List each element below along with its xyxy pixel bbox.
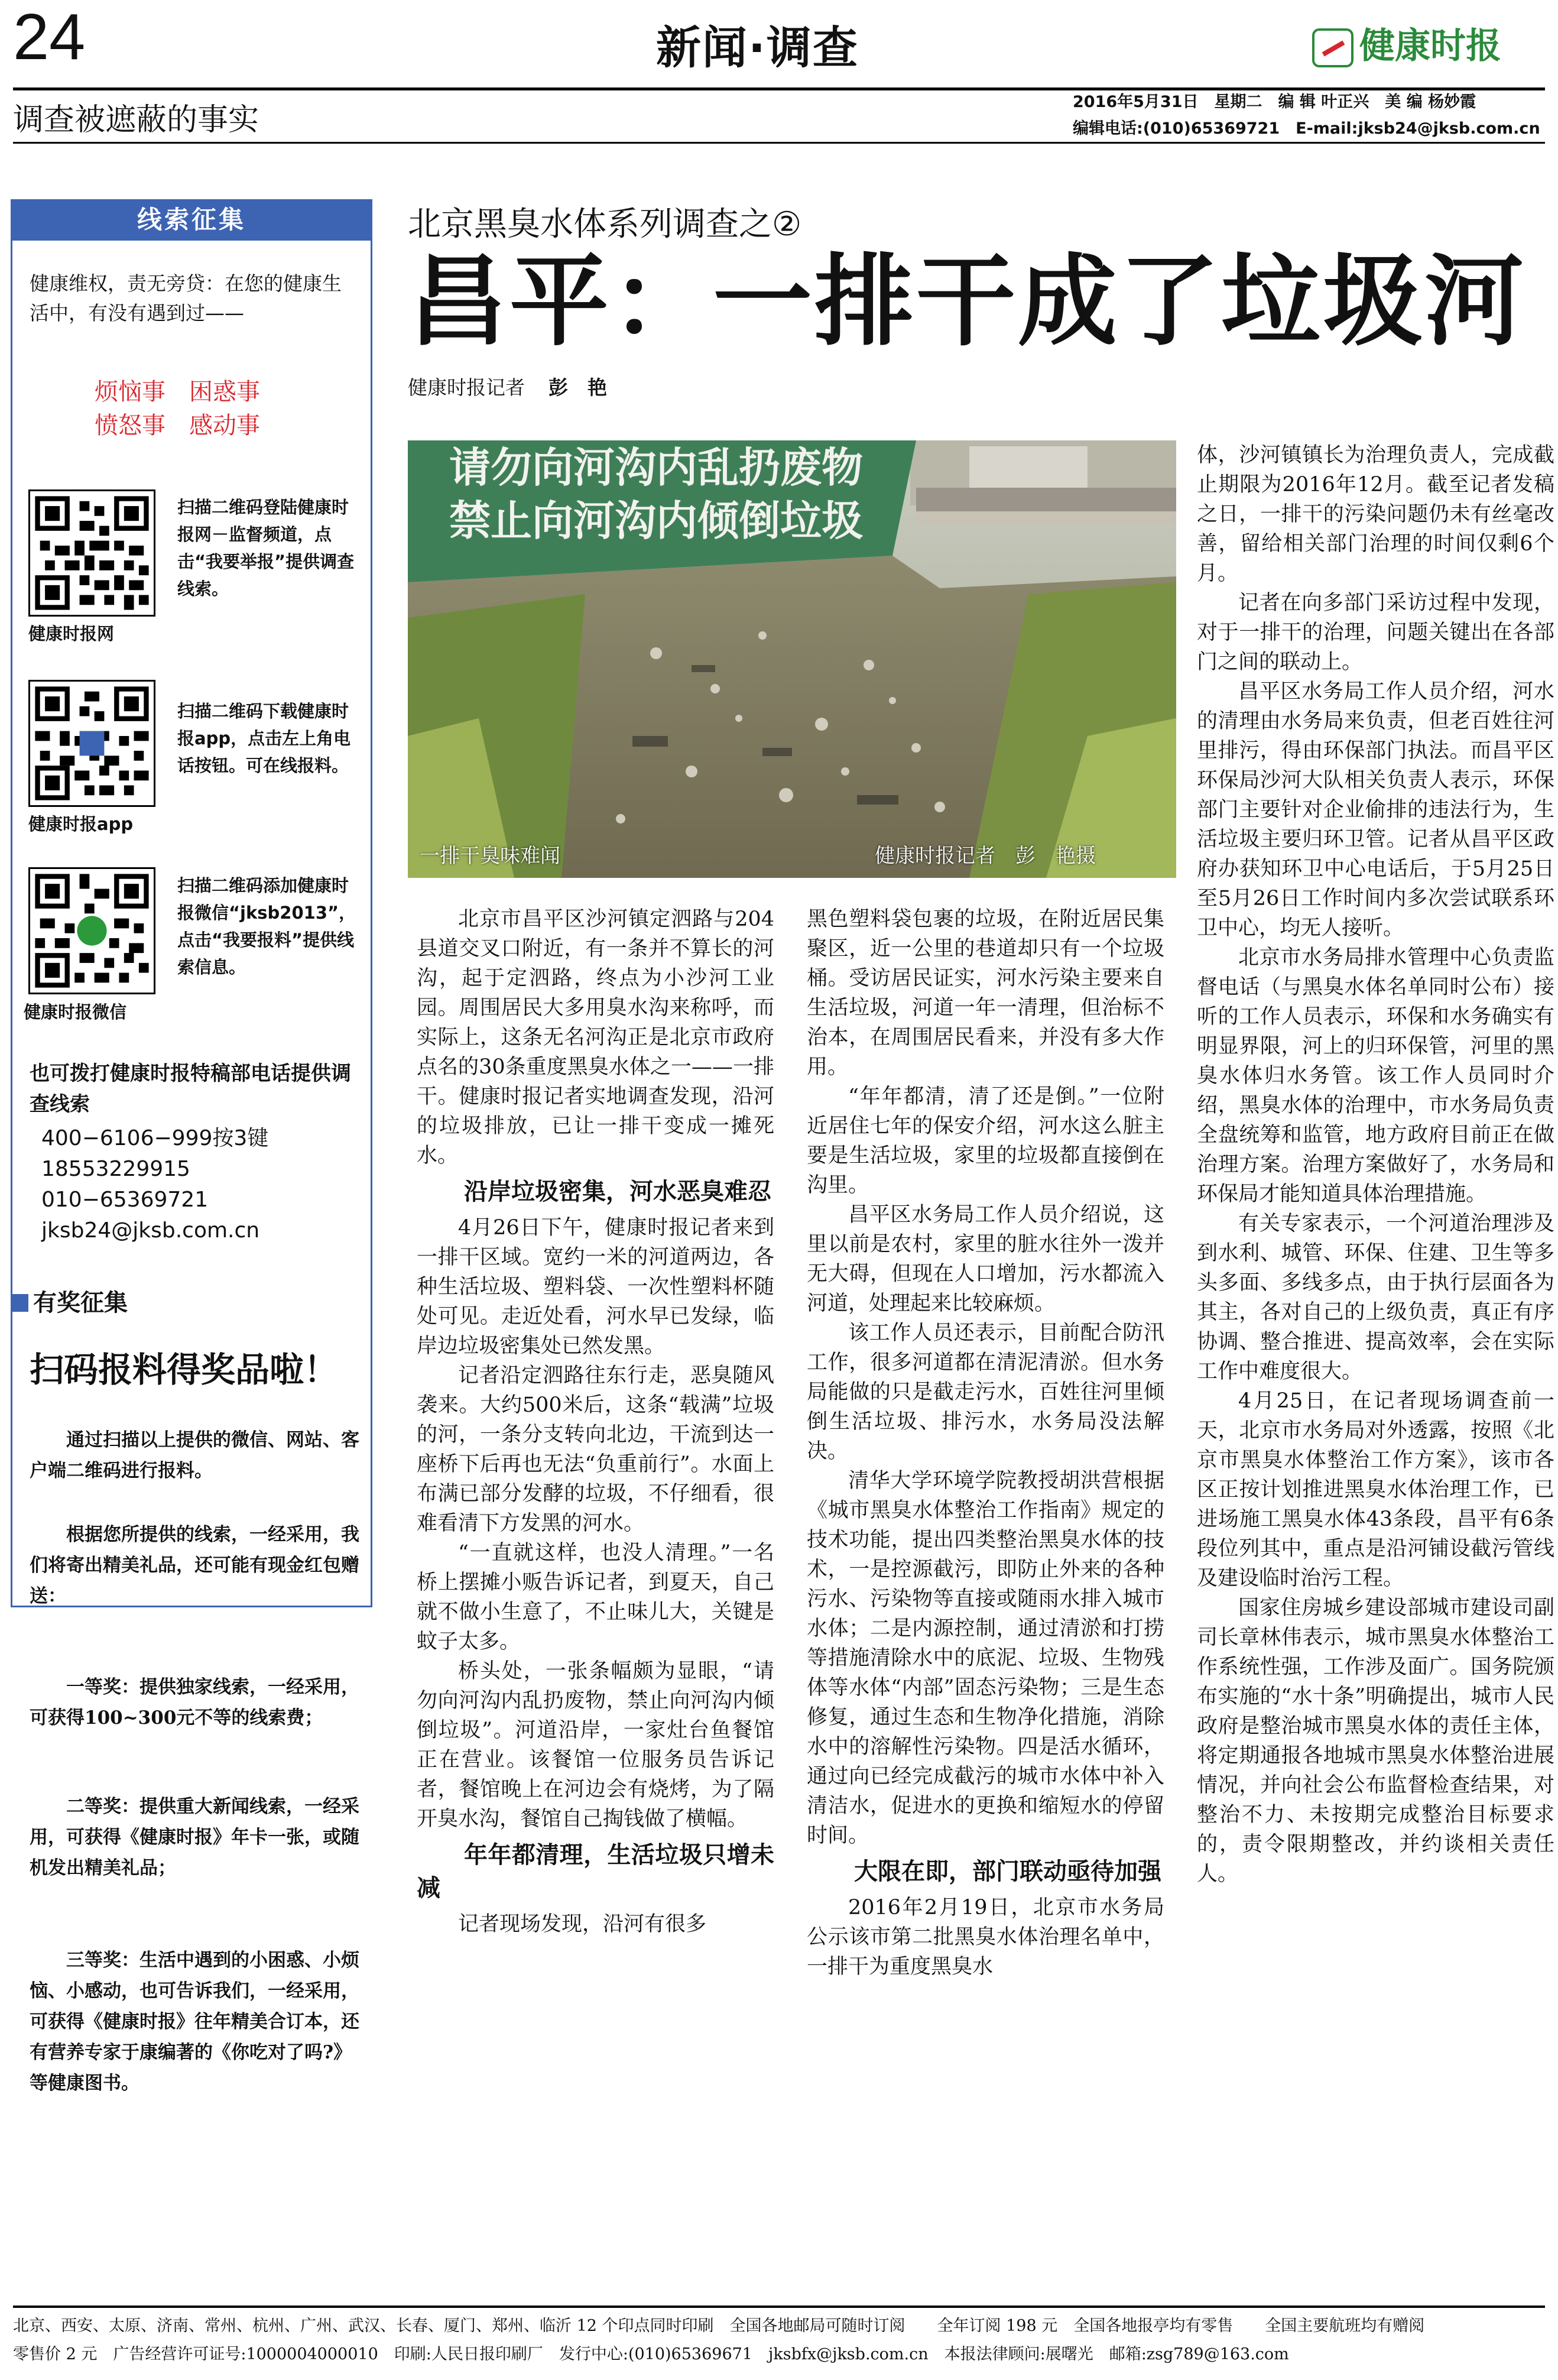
article-photo [408, 440, 1176, 878]
photo-credit: 健康时报记者 彭 艳摄 [875, 844, 1096, 868]
paragraph: 记者沿定泗路往东行走，恶臭随风袭来。大约500米后，这条“载满”垃圾的河，一条分支转向北边，干流到达一座桥下后再也无法“负重前行”。水面上布满已部分发酵的垃圾，不仔细看，很难看清下方发黑的河水。 [417, 1364, 774, 1535]
paragraph: 昌平区水务局工作人员介绍说，这里以前是农村，家里的脏水往外一泼并无大碍，但现在人口增加，污水都流入河道，处理起来比较麻烦。 [807, 1203, 1164, 1315]
hotline-400[interactable]: 400−6106−999按3键 [41, 1126, 269, 1150]
prize-headline: 扫码报料得奖品啦！ [30, 1350, 339, 1390]
article-column-3 [1197, 440, 1554, 1889]
issue-meta: 2016年5月31日 星期二 编 辑 叶正兴 美 编 杨妙霞 [1073, 93, 1476, 111]
paragraph: 4月26日下午，健康时报记者来到一排干区域。宽约一米的河道两边，各种生活垃圾、塑料袋、一次性塑料杯随处可见。走近处看，河水早已发绿，临岸边垃圾密集处已然发黑。 [417, 1216, 774, 1358]
paragraph: 有关专家表示，一个河道治理涉及到水利、城管、环保、住建、卫生等多头多面、多线多点，由于执行层面各为其主，各对自己的上级负责，真正有序协调、整合推进、提高效率，会在实际工作中难度很大。 [1197, 1212, 1554, 1383]
page-number: 24 [13, 1, 86, 73]
paragraph: 国家住房城乡建设部城市建设司副司长章林伟表示，城市黑臭水体整治工作系统性强，工作涉及面广。国务院颁布实施的“水十条”明确提出，城市人民政府是整治城市黑臭水体的责任主体，将定期通报各地城市黑臭水体整治进展情况，并向社会公布监督检查结果，对整治不力、未按期完成整治目标要求的，责令限期整改，并约谈相关责任人。 [1197, 1596, 1554, 1886]
newspaper-logo: 健康时报 [1312, 18, 1501, 69]
qr-label-wechat: 健康时报微信 [24, 1002, 127, 1022]
paragraph: 清华大学环境学院教授胡洪营根据《城市黑臭水体整治工作指南》规定的技术功能，提出四类整治黑臭水体的技术，一是控源截污，即防止外来的各种污水、污染物等直接或随雨水排入城市水体；二是内源控制，通过清淤和打捞等措施清除水中的底泥、垃圾、生物残体等水体“内部”固态污染物；三是生态修复，通过生态和生物净化措施，消除水中的溶解性污染物。四是活水循环，通过向已经完成截污的城市水体中补入清洁水，促进水的更换和缩短水的停留时间。 [807, 1469, 1164, 1847]
sidebar-red-line2: 愤怒事 感动事 [95, 412, 260, 439]
qr-text-wechat: 扫描二维码添加健康时报微信“jksb2013”，点击“我要报料”提供线索信息。 [177, 876, 356, 977]
column-name: 调查被遮蔽的事实 [13, 102, 259, 138]
footer-rule [13, 2306, 1545, 2308]
qr-label-website: 健康时报网 [28, 624, 115, 644]
paragraph: “一直就这样，也没人清理。”一名桥上摆摊小贩告诉记者，到夏天，自己就不做小生意了，不止味儿大，关键是蚊子太多。 [417, 1541, 774, 1653]
article-column-1 [417, 904, 774, 1939]
paragraph: 黑色塑料袋包裹的垃圾，在附近居民集聚区，近一公里的巷道却只有一个垃圾桶。受访居民证实，河水污染主要来自生活垃圾，河道一年一清理，但治标不治本，在周围居民看来，并没有多大作用。 [807, 907, 1164, 1079]
subheading: 沿岸垃圾密集，河水恶臭难忍 [464, 1178, 771, 1205]
header-rule-2 [13, 142, 1545, 144]
footer-line-2: 零售价 2 元 广告经营许可证号:1000004000010 印刷:人民日报印刷厂 发行中心:(010)65369671 jksbfx@jksb.com.cn 本报法律顾问:展曙光 邮箱:zsg789@163.com [13, 2345, 1289, 2363]
qr-label-app: 健康时报app [28, 814, 134, 834]
qr-text-website: 扫描二维码登陆健康时报网－监督频道，点击“我要举报”提供调查线索。 [177, 497, 355, 599]
hotline-mobile[interactable]: 18553229915 [41, 1157, 190, 1181]
paragraph: 记者现场发现，沿河有很多 [458, 1912, 707, 1936]
paragraph: 昌平区水务局工作人员介绍，河水的清理由水务局来负责，但老百姓往河里排污，得由环保部门执法。而昌平区环保局沙河大队相关负责人表示，环保部门主要针对企业偷排的违法行为，生活垃圾主要归环卫管。记者从昌平区政府办获知环卫中心电话后，于5月25日至5月26日工作时间内多次尝试联系环卫中心，均无人接听。 [1197, 680, 1554, 940]
paragraph: 北京市昌平区沙河镇定泗路与204县道交叉口附近，有一条并不算长的河沟，起于定泗路，终点为小沙河工业园。周围居民大多用臭水沟来称呼，而实际上，这条无名河沟正是北京市政府点名的30条重度黑臭水体之一——一排干。健康时报记者实地调查发现，沿河的垃圾排放，已让一排干变成一摊死水。 [417, 907, 774, 1168]
paragraph: 体，沙河镇镇长为治理负责人，完成截止期限为2016年12月。截至记者发稿之日，一排干的污染问题仍未有丝毫改善，留给相关部门治理的时间仅剩6个月。 [1197, 443, 1554, 585]
hotline-landline[interactable]: 010−65369721 [41, 1188, 209, 1212]
article-headline: 昌平：一排干成了垃圾河 [408, 244, 1526, 359]
article-column-2 [807, 904, 1164, 1982]
section-title: 新闻·调查 [656, 21, 859, 74]
paragraph: 记者在向多部门采访过程中发现，对于一排干的治理，问题关键出在各部门之间的联动上。 [1197, 591, 1554, 674]
qr-code-website[interactable] [28, 489, 155, 617]
sidebar-red-line1: 烦恼事 困惑事 [95, 378, 260, 406]
prize-para-4: 二等奖：提供重大新闻线索，一经采用，可获得《健康时报》年卡一张，或随机发出精美礼品； [30, 1796, 359, 1879]
prize-para-2: 根据您所提供的线索，一经采用，我们将寄出精美礼品，还可能有现金红包赠送： [30, 1524, 359, 1607]
prize-para-3: 一等奖：提供独家线索，一经采用，可获得100~300元不等的线索费； [30, 1677, 359, 1729]
prize-para-5: 三等奖：生活中遇到的小困惑、小烦恼、小感动，也可告诉我们，一经采用，可获得《健康时报》往年精美合订本，还有营养专家于康编著的《你吃对了吗?》等健康图书。 [30, 1950, 359, 2094]
paragraph: “年年都清，清了还是倒。”一位附近居住七年的保安介绍，河水这么脏主要是生活垃圾，家里的垃圾都直接倒在沟里。 [807, 1085, 1164, 1197]
prize-para-1: 通过扫描以上提供的微信、网站、客户端二维码进行报料。 [30, 1429, 359, 1481]
blue-square-icon [11, 1294, 28, 1312]
phone-intro: 也可拨打健康时报特稿部电话提供调查线索 [30, 1062, 351, 1116]
subheading: 大限在即，部门联动亟待加强 [854, 1858, 1161, 1885]
article-byline: 健康时报记者 彭 艳 [408, 376, 607, 399]
contact-meta: 编辑电话:(010)65369721 E-mail:jksb24@jksb.com.cn [1073, 119, 1540, 138]
footer-line-1: 北京、西安、太原、济南、常州、杭州、广州、武汉、长春、厦门、郑州、临沂 12 个印点同时印刷 全国各地邮局可随时订阅 全年订阅 198 元 全国各地报亭均有零售 全国主要航班均有赠阅 [13, 2317, 1425, 2335]
photo-caption: 一排干臭味难闻 [420, 844, 560, 868]
qr-code-app[interactable] [28, 680, 155, 807]
subheading: 年年都清理，生活垃圾只增未减 [417, 1841, 774, 1902]
contact-email[interactable]: jksb24@jksb.com.cn [41, 1218, 260, 1243]
sidebar-intro: 健康维权，责无旁贷：在您的健康生活中，有没有遇到过—— [30, 272, 342, 325]
logo-icon [1312, 28, 1353, 67]
photo-banner-line1: 请勿向河沟内乱扔废物 [449, 443, 863, 492]
qr-code-wechat[interactable] [28, 867, 155, 994]
prize-section-title: 有奖征集 [11, 1288, 372, 1318]
paragraph: 该工作人员还表示，目前配合防汛工作，很多河道都在清泥清淤。但水务局能做的只是截走污水，百姓往河里倾倒生活垃圾、排污水，水务局没法解决。 [807, 1321, 1164, 1463]
paragraph: 北京市水务局排水管理中心负责监督电话（与黑臭水体名单同时公布）接听的工作人员表示，环保和水务确实有明显界限，河上的归环保管，河里的黑臭水体归水务管。该工作人员同时介绍，黑臭水体的治理中，市水务局负责全盘统筹和监管，地方政府目前正在做治理方案。治理方案做好了，水务局和环保局才能知道具体治理措施。 [1197, 946, 1554, 1206]
article-kicker: 北京黑臭水体系列调查之② [408, 205, 802, 244]
paragraph: 桥头处，一张条幅颇为显眼，“请勿向河沟内乱扔废物，禁止向河沟内倾倒垃圾”。河道沿岸，一家灶台鱼餐馆正在营业。该餐馆一位服务员告诉记者，餐馆晚上在河边会有烧烤，为了隔开臭水沟，餐馆自己掏钱做了横幅。 [417, 1659, 774, 1831]
paragraph: 4月25日，在记者现场调查前一天，北京市水务局对外透露，按照《北京市黑臭水体整治工作方案》，该市各区正按计划推进黑臭水体治理工作，已进场施工黑臭水体43条段，昌平有6条段位列其中，重点是沿河铺设截污管线及建设临时治污工程。 [1197, 1389, 1554, 1590]
qr-text-app: 扫描二维码下载健康时报app，点击左上角电话按钮。可在线报料。 [177, 701, 351, 776]
photo-banner-line2: 禁止向河沟内倾倒垃圾 [449, 497, 863, 545]
paragraph: 2016年2月19日，北京市水务局公示该市第二批黑臭水体治理名单中，一排干为重度黑臭水 [807, 1896, 1164, 1979]
sidebar-title: 线索征集 [11, 199, 372, 241]
